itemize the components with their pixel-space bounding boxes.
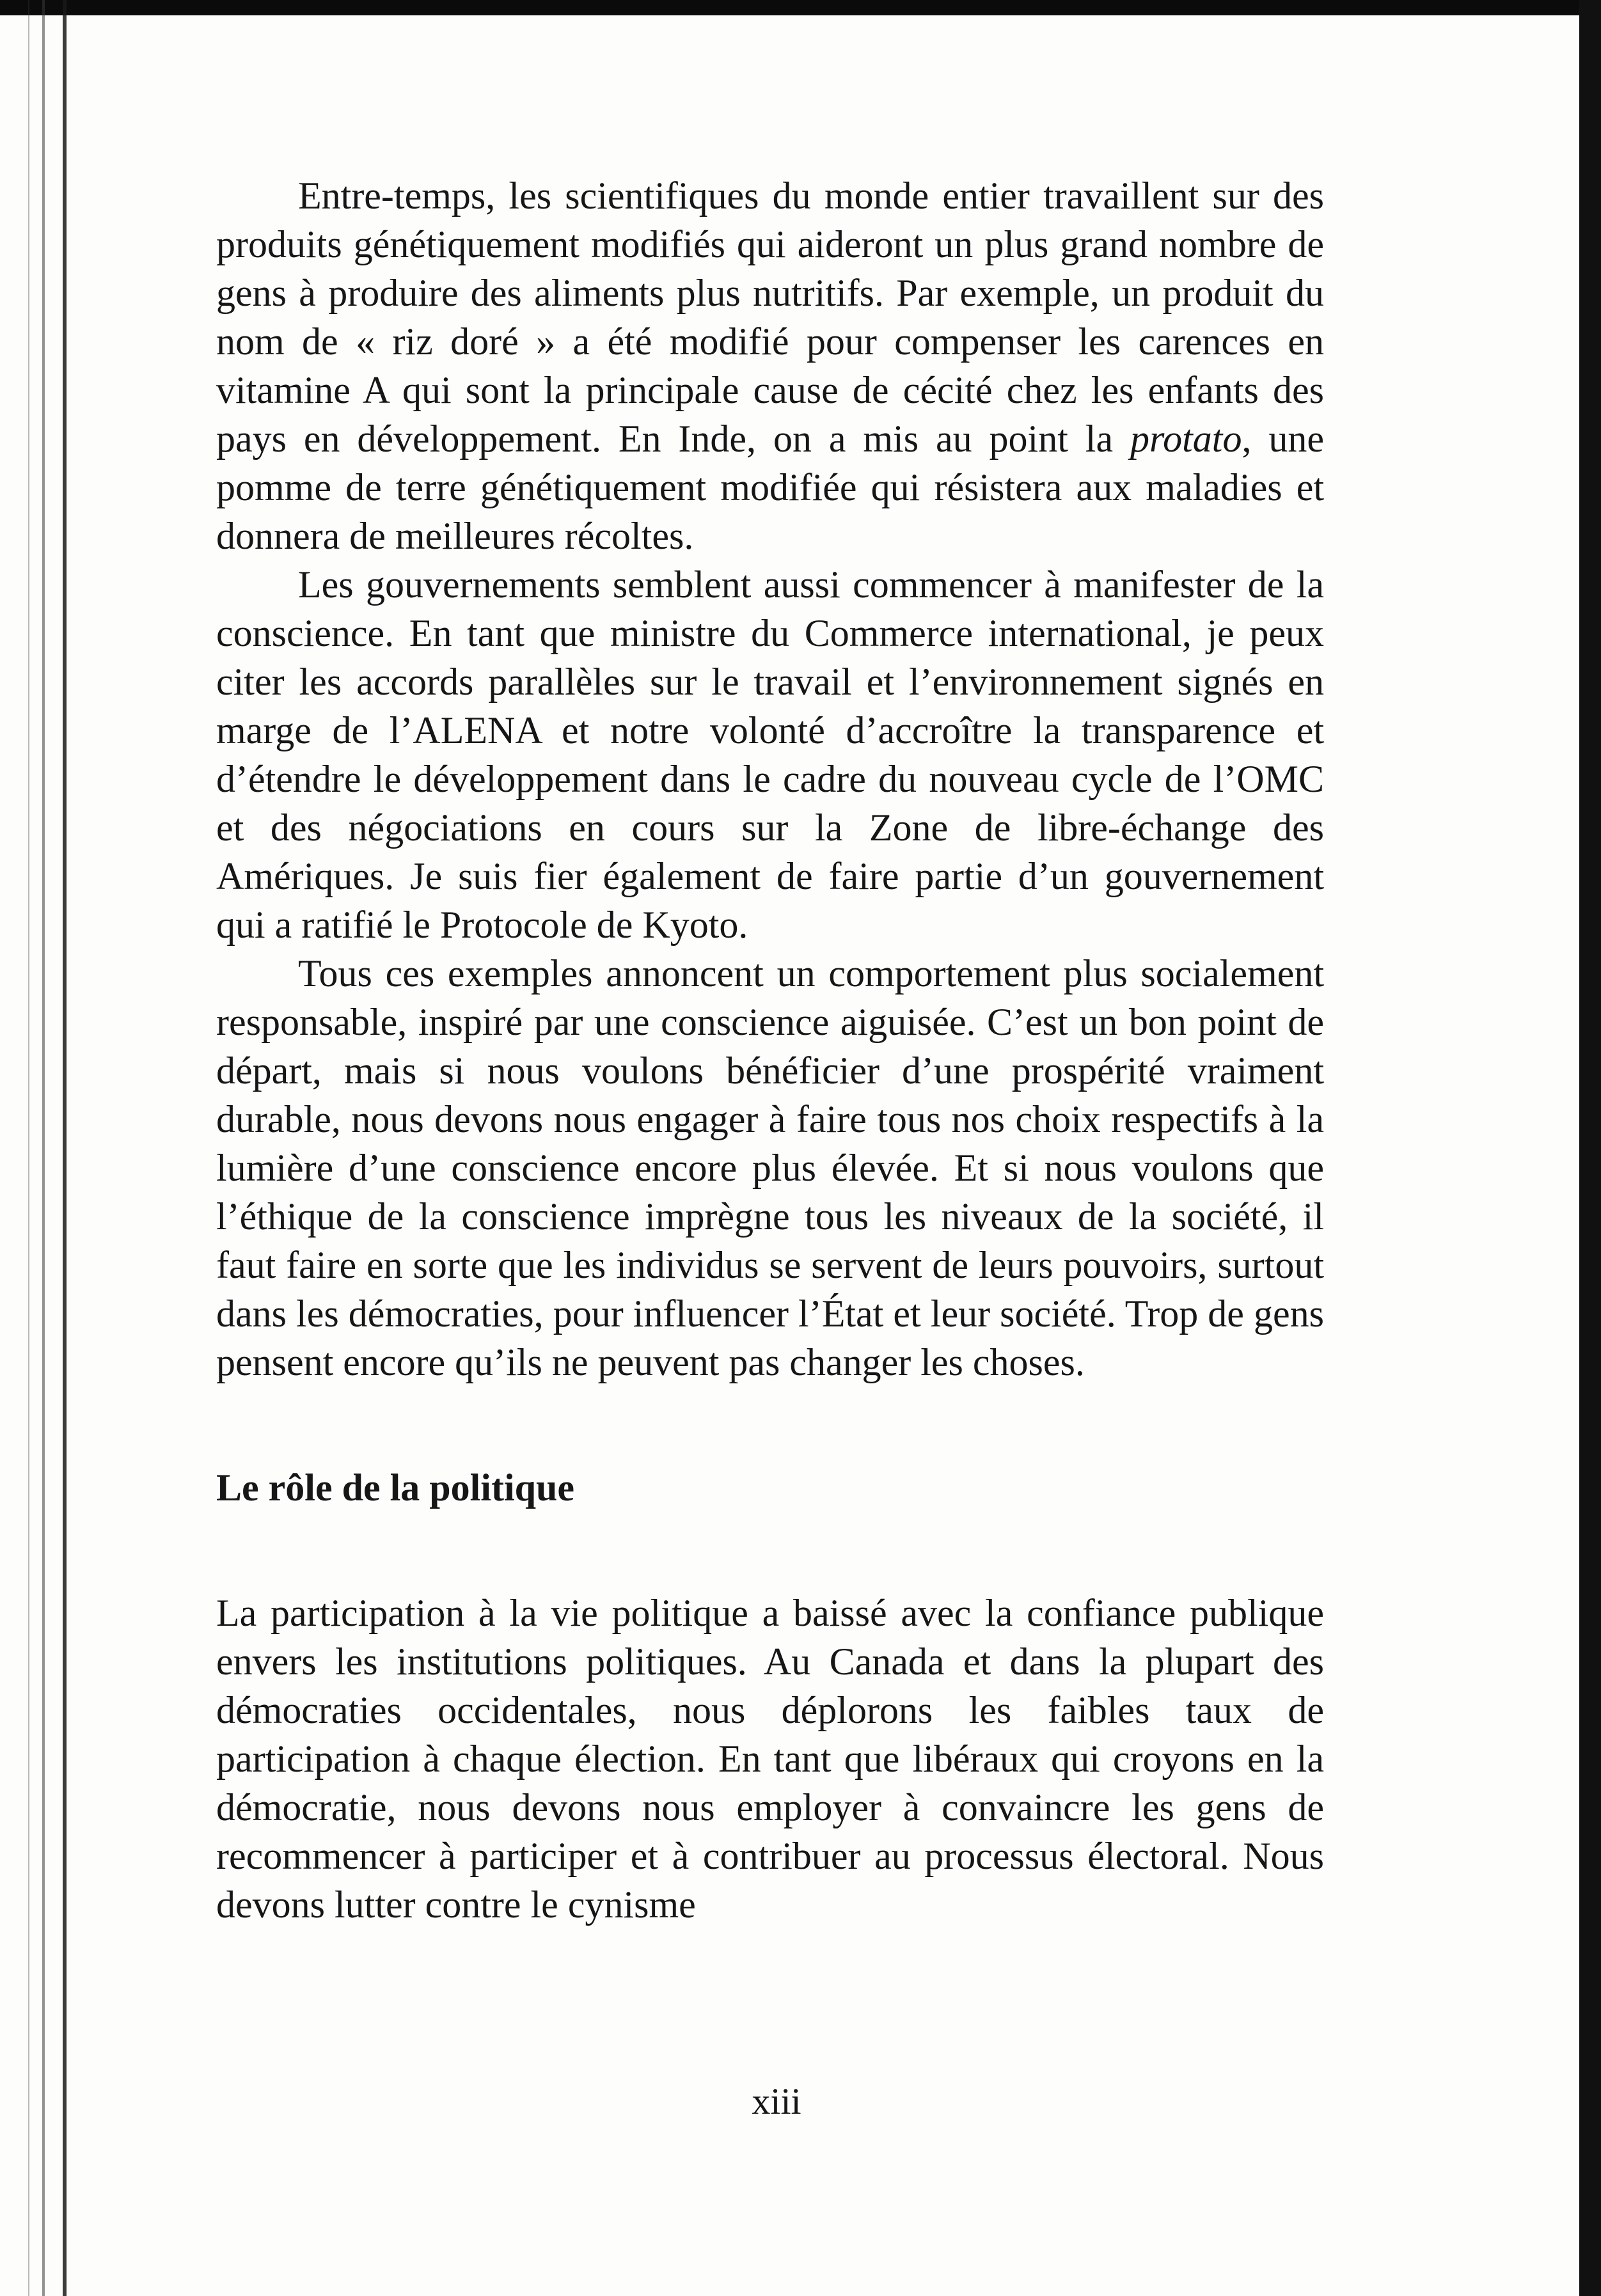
paragraph-examples [216, 949, 1324, 1387]
italic-term-protato: protato [1130, 418, 1242, 460]
binding-shadow [63, 0, 67, 2296]
text-run: , une pomme de terre génétiquement modifiée qui résistera aux maladies et donnera de meilleures récoltes. [216, 418, 1324, 557]
text-run: Entre-temps, les scientifiques du monde entier travaillent sur des produits génétiquement modifiés qui aideront un plus grand nombre de gens à produire des aliments plus nutritifs. Par exemple, un produit du nom de « riz doré » a été modifié pour compenser les carences en vitamine A qui sont la principale cause de cécité chez les enfants des pays en développement. En Inde, on a mis au point la [216, 175, 1324, 460]
body-text [216, 171, 1324, 1929]
page-number: xiii [752, 2080, 801, 2122]
binding-shadow [42, 0, 45, 2296]
scan-top-edge [0, 0, 1601, 15]
paragraph-political-participation: La participation à la vie politique a baissé avec la confiance publique envers les institutions politiques. Au Canada et dans la plupart des démocraties occidentales, nous déplorons les faibles taux de participation à chaque élection. En tant que libéraux qui croyons en la démocratie, nous devons nous employer à convaincre les gens de recommencer à participer et à contribuer au processus électoral. Nous devons lutter contre le cynisme [216, 1592, 1324, 1926]
scan-right-edge [1579, 0, 1601, 2296]
section-heading: Le rôle de la politique [216, 1466, 574, 1509]
binding-shadow [28, 0, 29, 2296]
text-run: Les gouvernements semblent aussi commencer à manifester de la conscience. En tant que ministre du Commerce international, je peux citer les accords parallèles sur le travail et l’environnement signés en marge de l’ALENA et notre volonté d’accroître la transparence et d’étendre le développement dans le cadre du nouveau cycle de l’OMC et des négociations en cours sur la Zone de libre-échange des Amériques. Je suis fier également de faire partie d’un gouvernement qui a ratifié le Protocole de Kyoto. [216, 563, 1324, 946]
text-run: Tous ces exemples annoncent un comportement plus socialement responsable, inspiré par une conscience aiguisée. C’est un bon point de départ, mais si nous voulons bénéficier d’une prospérité vraiment durable, nous devons nous engager à faire tous nos choix respectifs à la lumière d’une conscience encore plus élevée. Et si nous voulons que l’éthique de la conscience imprègne tous les niveaux de la société, il faut faire en sorte que les individus se servent de leurs pouvoirs, surtout dans les démocraties, pour influencer l’État et leur société. Trop de gens pensent encore qu’ils ne peuvent pas changer les choses. [216, 952, 1324, 1383]
paragraph-genetic-products [216, 171, 1324, 560]
paragraph-governments [216, 560, 1324, 949]
